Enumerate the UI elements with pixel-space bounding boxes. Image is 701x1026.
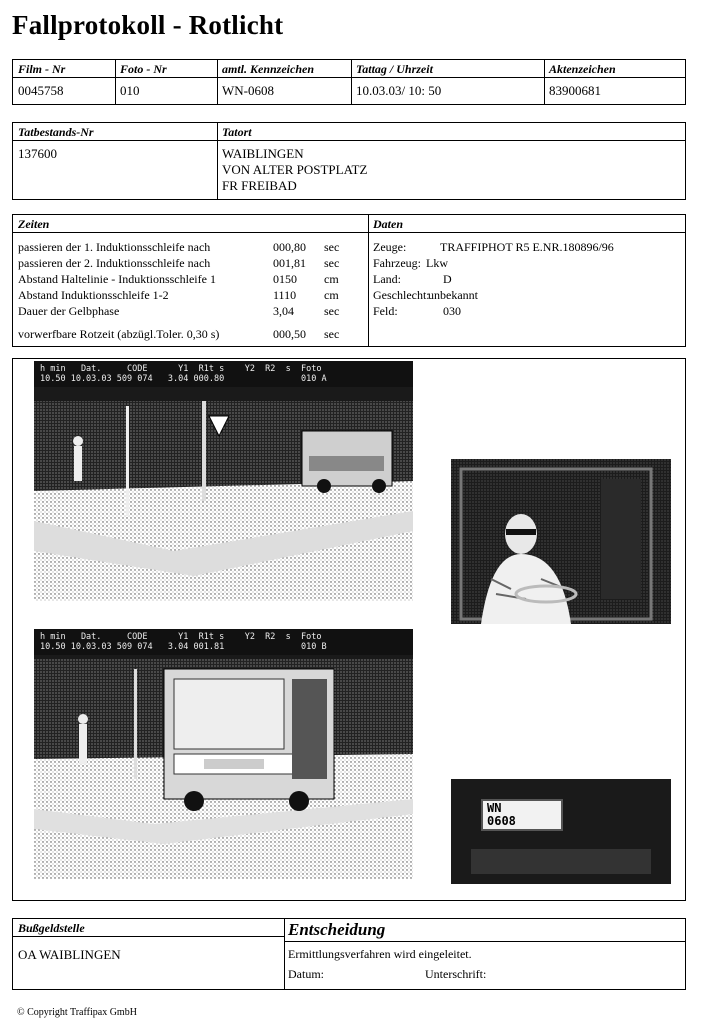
zeiten-summary-label: vorwerfbare Rotzeit (abzügl.Toler. 0,30 s) bbox=[18, 327, 220, 341]
photo-a bbox=[34, 361, 413, 601]
datum-label: Datum: bbox=[288, 967, 324, 981]
daten-value: Lkw bbox=[426, 256, 448, 270]
photo-b-scene bbox=[34, 629, 413, 879]
zeiten-unit: sec bbox=[324, 240, 340, 254]
zeiten-value: 001,81 bbox=[273, 256, 306, 270]
plate-text-1: WN bbox=[487, 801, 502, 815]
photo-driver bbox=[451, 459, 671, 624]
zeiten-daten-table bbox=[12, 214, 686, 347]
photo-a-overlay: h min Dat. CODE Y1 R1t s Y2 R2 s Foto 10.50 10.03.03 509 074 3.04 000.80 010 A bbox=[34, 361, 413, 387]
value-aktenzeichen: 83900681 bbox=[549, 83, 601, 98]
photo-plate bbox=[451, 779, 671, 884]
zeiten-unit: cm bbox=[324, 272, 339, 286]
value-kennzeichen: WN-0608 bbox=[222, 83, 274, 98]
daten-value: TRAFFIPHOT R5 E.NR.180896/96 bbox=[440, 240, 614, 254]
daten-value: D bbox=[443, 272, 452, 286]
daten-value: 030 bbox=[443, 304, 461, 318]
zeiten-label: Dauer der Gelbphase bbox=[18, 304, 120, 318]
zeiten-value: 000,80 bbox=[273, 240, 306, 254]
header-tattag: Tattag / Uhrzeit bbox=[356, 62, 433, 76]
header-tatbestands-nr: Tatbestands-Nr bbox=[18, 125, 94, 139]
daten-value: unbekannt bbox=[428, 288, 478, 302]
unterschrift-label: Unterschrift: bbox=[425, 967, 487, 981]
record-table bbox=[12, 59, 686, 105]
zeiten-label: Abstand Haltelinie - Induktionsschleife 1 bbox=[18, 272, 216, 286]
header-entscheidung: Entscheidung bbox=[288, 920, 386, 939]
zeiten-value: 3,04 bbox=[273, 304, 294, 318]
copyright: © Copyright Traffipax GmbH bbox=[17, 1007, 137, 1018]
value-tattag: 10.03.03/ 10: 50 bbox=[356, 83, 442, 98]
zeiten-unit: sec bbox=[324, 304, 340, 318]
offense-table bbox=[12, 122, 686, 200]
tatort-line-1: WAIBLINGEN bbox=[222, 146, 304, 161]
header-tatort: Tatort bbox=[222, 125, 252, 139]
daten-label: Zeuge: bbox=[373, 240, 407, 254]
zeiten-value: 1110 bbox=[273, 288, 297, 302]
driver-scene bbox=[451, 459, 671, 624]
header-film-nr: Film - Nr bbox=[18, 62, 66, 76]
zeiten-label: passieren der 1. Induktionsschleife nach bbox=[18, 240, 211, 254]
zeiten-summary-unit: sec bbox=[324, 327, 340, 341]
value-foto-nr: 010 bbox=[120, 83, 140, 98]
daten-label: Feld: bbox=[373, 304, 398, 318]
zeiten-label: Abstand Induktionsschleife 1-2 bbox=[18, 288, 169, 302]
header-foto-nr: Foto - Nr bbox=[120, 62, 167, 76]
tatort-line-2: VON ALTER POSTPLATZ bbox=[222, 162, 368, 177]
header-bussgeldstelle: Bußgeldstelle bbox=[18, 921, 85, 935]
daten-label: Fahrzeug: bbox=[373, 256, 421, 270]
daten-label: Land: bbox=[373, 272, 401, 286]
photo-panel bbox=[12, 358, 686, 901]
photo-a-scene bbox=[34, 361, 413, 601]
page-title: Fallprotokoll - Rotlicht bbox=[12, 10, 284, 40]
header-kennzeichen: amtl. Kennzeichen bbox=[222, 62, 315, 76]
zeiten-value: 0150 bbox=[273, 272, 297, 286]
header-aktenzeichen: Aktenzeichen bbox=[549, 62, 616, 76]
zeiten-unit: sec bbox=[324, 256, 340, 270]
daten-label: Geschlecht: bbox=[373, 288, 430, 302]
value-bussgeldstelle: OA WAIBLINGEN bbox=[18, 947, 121, 962]
zeiten-unit: cm bbox=[324, 288, 339, 302]
photo-b bbox=[34, 629, 413, 879]
decision-table bbox=[12, 918, 686, 990]
plate-text-2: 0608 bbox=[487, 814, 516, 828]
entscheidung-text: Ermittlungsverfahren wird eingeleitet. bbox=[288, 947, 472, 961]
zeiten-label: passieren der 2. Induktionsschleife nach bbox=[18, 256, 211, 270]
value-tatbestands-nr: 137600 bbox=[18, 146, 57, 161]
header-daten: Daten bbox=[373, 217, 403, 231]
photo-b-overlay: h min Dat. CODE Y1 R1t s Y2 R2 s Foto 10.50 10.03.03 509 074 3.04 001.81 010 B bbox=[34, 629, 413, 655]
value-film-nr: 0045758 bbox=[18, 83, 64, 98]
header-zeiten: Zeiten bbox=[18, 217, 50, 231]
zeiten-summary-value: 000,50 bbox=[273, 327, 306, 341]
plate-frame bbox=[481, 799, 563, 831]
tatort-line-3: FR FREIBAD bbox=[222, 178, 297, 193]
